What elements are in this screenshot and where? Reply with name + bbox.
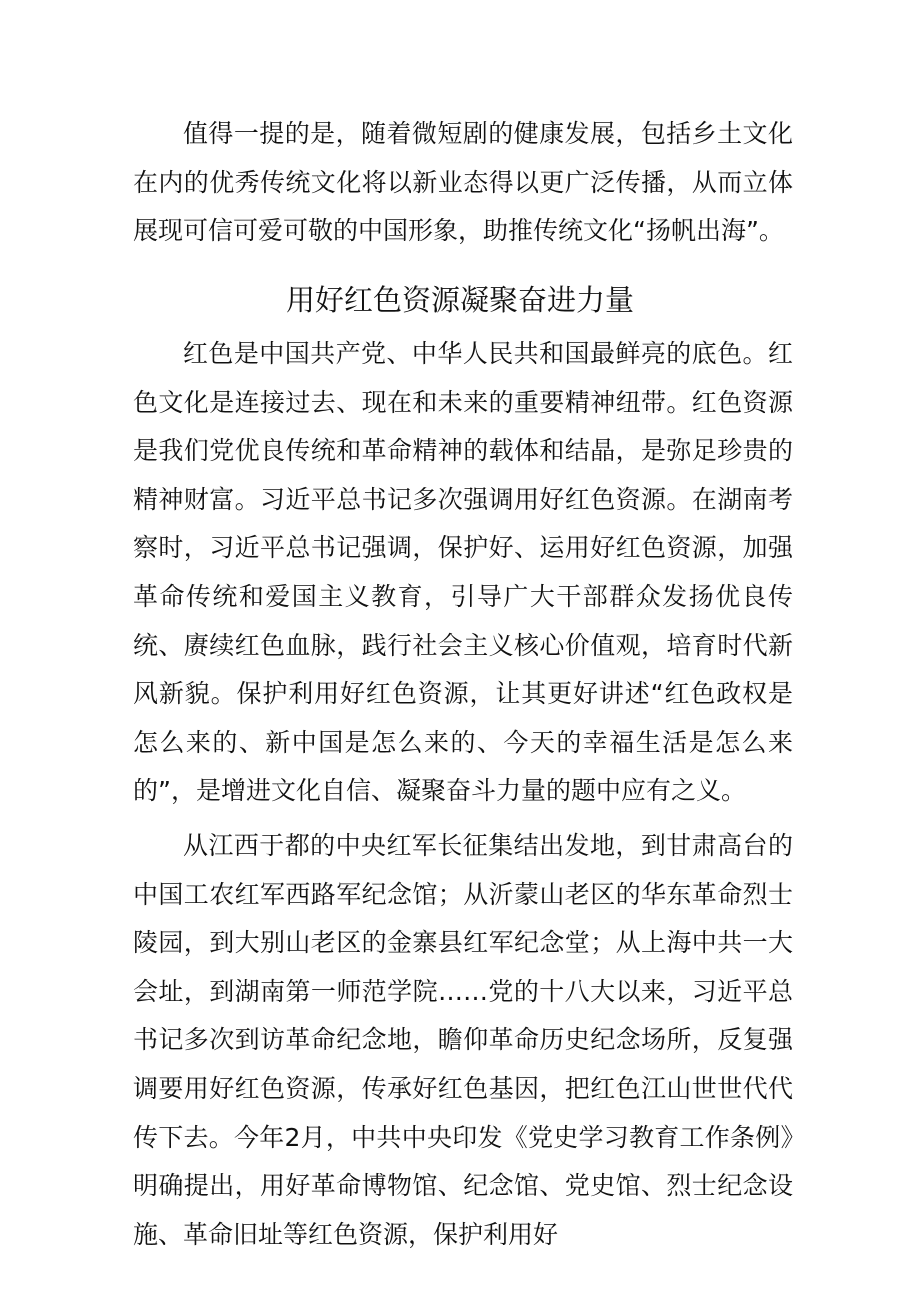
paragraph-3: 从江西于都的中央红军长征集结出发地，到甘肃高台的中国工农红军西路军纪念馆；从沂蒙山老区的华东革命烈士陵园，到大别山老区的金寨县红军纪念堂；从上海中共一大会址，到湖南第一师范学院……党的十八大以来，习近平总书记多次到访革命纪念地，瞻仰革命历史纪念场所，反复强调要用好红色资源，传承好红色基因，把红色江山世世代代传下去。今年2月，中共中央印发《党史学习教育工作条例》明确提出，用好革命博物馆、纪念馆、党史馆、烈士纪念设施、革命旧址等红色资源，保护利用好	[133, 831, 793, 1249]
section-heading: 用好红色资源凝聚奋进力量	[285, 283, 634, 317]
paragraph-1: 值得一提的是，随着微短剧的健康发展，包括乡土文化在内的优秀传统文化将以新业态得以更广泛传播，从而立体展现可信可爱可敬的中国形象，助推传统文化“扬帆出海”。	[133, 119, 793, 246]
paragraph-2: 红色是中国共产党、中华人民共和国最鲜亮的底色。红色文化是连接过去、现在和未来的重要精神纽带。红色资源是我们党优良传统和革命精神的载体和结晶，是弥足珍贵的精神财富。习近平总书记多次强调用好红色资源。在湖南考察时，习近平总书记强调，保护好、运用好红色资源，加强革命传统和爱国主义教育，引导广大干部群众发扬优良传统、赓续红色血脉，践行社会主义核心价值观，培育时代新风新貌。保护利用好红色资源，让其更好讲述“红色政权是怎么来的、新中国是怎么来的、今天的幸福生活是怎么来的”，是增进文化自信、凝聚奋斗力量的题中应有之义。	[133, 339, 793, 806]
